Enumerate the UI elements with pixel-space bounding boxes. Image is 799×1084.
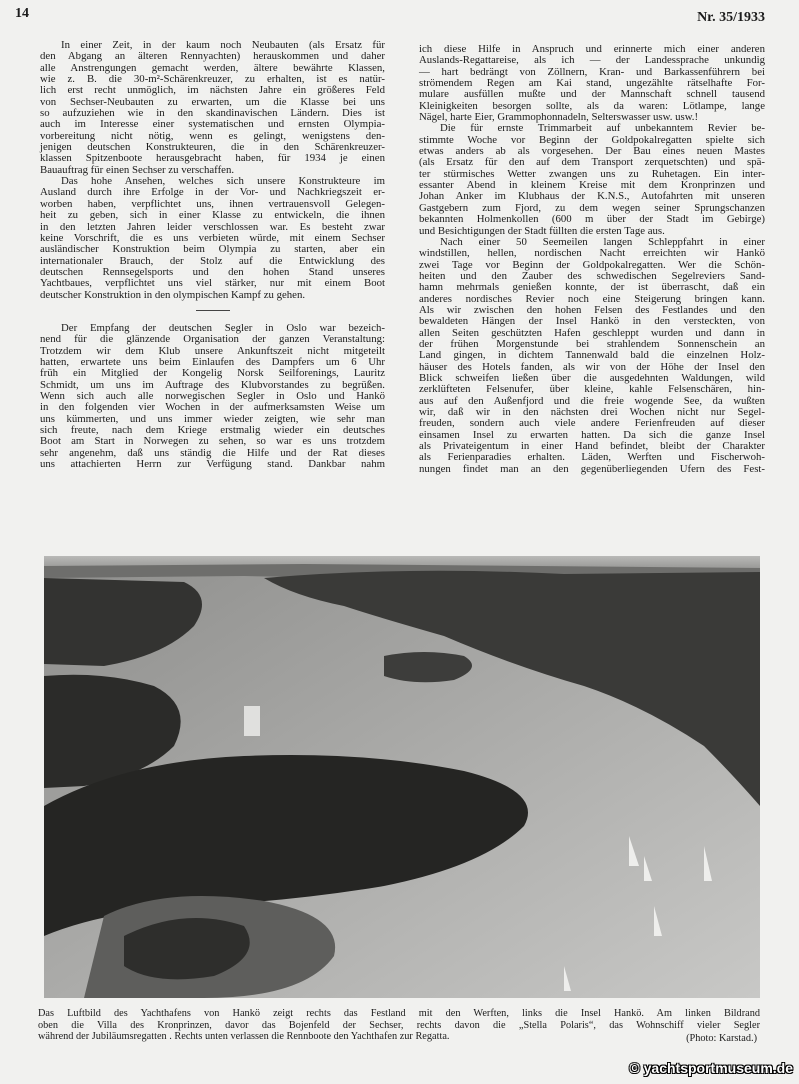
text-line: als Privateigentum in einer Hand befindet, bleibt der Charakter [419,440,765,453]
text-line: deutschen Rennsegelsports und den hohen Stand unseres [40,265,385,278]
text-line: Auslands-Regattareise, als ich — der Landessprache unkundig [419,54,765,67]
text-line: Land gingen, in dichtem Tannenwald bald die einzelnen Holz- [419,349,765,362]
text-line: uns attachierten Herrn zur Verfügung stand. Dankbar nahm [40,458,385,471]
text-line: Boot am Start in Norwegen zu sehen, so war es uns trotzdem [40,435,385,448]
page-number: 14 [15,6,29,21]
caption-line: Das Luftbild des Yachthafens von Hankö zeigt rechts das Festland mit den Werften, links die Insel Hankö. Am linken Bildrand [38,1008,760,1019]
photo-caption [38,1008,760,1043]
text-line: und Besichtigungen der Stadt füllten die ersten Tage aus. [419,224,665,237]
text-line: auch im Interesse einer systematischen und ernsten Olympia- [40,118,385,131]
harbor-photo-image [44,556,760,998]
text-line: Trotzdem wir dem Klub unsere Ankunftszeit nicht mitgeteilt [40,344,385,357]
left-column [40,40,385,470]
text-line: Wenn sich auch alle norwegischen Segler in Oslo und Hankö [40,389,385,402]
text-line: sich freute, nach dem Kriege erstmalig wieder ein deutsches [40,424,385,436]
text-line: ich diese Hilfe in Anspruch und erinnerte mich einer anderen [419,43,765,55]
text-line: lich erst recht unmöglich, im nächsten Jahre ein größeres Feld [40,84,385,97]
text-line: uns kümmerten, und uns immer wieder zeigten, wie sehr man [40,412,385,425]
text-line: zwei Tage vor Beginn der Goldpokalregatten. Wer die Schön- [419,258,765,271]
text-line: Bauauftrag für einen Sechser zu verschaffen. [40,163,235,176]
text-line: In einer Zeit, in der kaum noch Neubauten (als Ersatz für [61,39,385,51]
text-line: deutscher Konstruktion in den olympischen Kampf zu gehen. [40,288,306,301]
issue-number: Nr. 35/1933 [697,10,765,25]
text-line: einsamen Insel zu erwarten hatten. Da sich die ganze Insel [419,428,765,441]
text-line: häuser des Hotels fanden, als wir von der Höhe der Insel den [419,360,765,373]
paragraph [419,237,765,475]
paragraph [40,323,385,470]
paragraph [419,44,765,123]
text-line: vorbereitung nicht nötig, wenn es gelingt, wenigstens den- [40,129,385,142]
text-line: heit zu geben, sich in einer Klasse zu entwickeln, die ihnen [40,209,385,222]
text-line: den Abgang an älteren Rennyachten) herauskommen und daher [40,50,385,63]
text-line: hatten, erwartete uns beim Einlaufen des Dampfers um 6 Uhr [40,355,385,368]
photo-credit: (Photo: Karstad.) [686,1033,757,1044]
text-line: essanter Abend in kleinem Kreise mit dem Kronprinzen und [419,179,765,192]
text-line: freuden, sondern auch viele andere Ferienfreuden auf dieser [419,417,765,430]
text-line: in den letzten Jahren leider verschlossen war. Es besteht zwar [40,220,385,233]
text-line: früh ein Mitglied der Kongelig Norsk Seilforenings, Lauritz [40,367,385,380]
paragraph [40,176,385,301]
text-line: ter stürmisches Wetter zwangen uns zu Ruhetagen. Ein inter- [419,167,765,180]
text-line: (als Ersatz für den auf dem Transport zerquetschten) und spä- [419,156,765,169]
text-line: nungen findet man an den gegenüberliegenden Ufern des Fest- [419,462,765,475]
text-line: so aufzuziehen wie in den skandinavischen Ländern. Dies ist [40,107,385,120]
text-line: ausländischer Konstruktion beim Olympia zu starten, aber ein [40,243,385,256]
aerial-photo-hanko-harbor [44,556,760,998]
text-line: Johan Anker im Klubhaus der K.N.S., Autofahrten mit unseren [419,190,765,203]
text-line: Das hohe Ansehen, welches sich unsere Konstrukteure im [61,175,385,188]
text-line: — hart bedrängt von Zöllnern, Kran- und Barkassenführern bei [419,65,765,78]
text-line: mulare ausfüllen mußte und der Mannschaft schnell tausend [419,88,765,101]
text-line: Ausland durch ihre Erfolge in der Vor- und Nachkriegszeit er- [40,186,385,199]
text-line: Blick schweifen ließen über die ausgedehnten Waldungen, wild [419,371,765,384]
text-line: Yachtbaues, verpflichtet uns viel stärker, nur mit einem Boot [40,277,385,290]
text-line: Die für ernste Trimmarbeit auf unbekanntem Revier be- [440,122,765,135]
text-line: keine Vorschrift, die es uns verbieten würde, mit einem Sechser [40,231,385,244]
text-line: nend für die glänzende Organisation der ganzen Veranstaltung: [40,333,385,346]
text-line: anderes nordisches Revier noch eine Steigerung bringen kann. [419,292,765,305]
text-line: worben haben, verpflichtet uns, ihnen vertrauensvoll Gelegen- [40,197,385,210]
paragraph [40,40,385,176]
text-line: Schmidt, um uns im Auftrage des Klubvorstandes zu begrüßen. [40,378,385,391]
text-line: Kleinigkeiten besorgen sollte, als da waren: Lötlampe, lange [419,99,765,112]
text-line: allen Seiten geschützten Hafen geschleppt wurden und dann in [419,326,765,339]
text-line: in den folgenden vier Wochen in der aufmerksamsten Weise um [40,401,385,414]
text-line: hamn mehrmals genießen konnte, der ist überrascht, daß ein [419,281,765,294]
text-line: etwas anders ab als vorgesehen. Der Bau eines neuen Mastes [419,145,765,158]
text-line: wie z. B. die 30-m²-Schärenkreuzer, zu erhalten, ist es natür- [40,73,385,86]
steamship-stella-polaris [244,706,260,736]
text-line: wir, daß wir in den nächsten drei Wochen nicht nur Segel- [419,406,765,418]
text-line: bekannten Holmenkollen (600 m über der Stadt im Gebirge) [419,213,765,226]
text-line: alle Anstrengungen gemacht werden, ältere bewährte Klassen, [40,61,385,74]
text-line: aus auf den Außenfjord und die freie wogende See, da wußten [419,394,765,407]
caption-line: oben die Villa des Kronprinzen, davor das Bojenfeld der Sechser, rechts davon die „Stella Polaris“, das Wohnschiff vieler Segler [38,1019,760,1031]
text-line: von Sechser-Neubauten zu erwarten, um die Klasse bei uns [40,95,385,108]
text-line: Der Empfang der deutschen Segler in Oslo war bezeich- [61,321,385,334]
text-line: strömendem Regen am Kai stand, ungezählte rätselhafte For- [419,77,765,90]
text-line: jenigen deutschen Konstrukteuren, die in den Schärenkreuzer- [40,141,385,154]
text-line: Gastgebern zum Fjord, zu dem wegen seiner Sprungschanzen [419,201,765,214]
text-line: zerklüfteten Felsenufer, über kleine, kahle Felsenschären, hin- [419,383,765,396]
right-column [419,44,765,475]
text-line: Nägel, harte Eier, Grammophonnadeln, Selterswasser usw. usw.! [419,111,699,124]
text-line: heiten und den Zauber des schwedischen Segelreviers Sand- [419,269,765,282]
text-line: Als wir zwischen den hohen Felsen des Festlandes und den [419,303,765,316]
text-line: bewaldeten Hängen der Insel Hankö in den versteckten, von [419,315,765,328]
text-line: Nach einer 50 Seemeilen langen Schleppfahrt in einer [440,235,765,248]
text-line: internationaler Brauch, der Stolz auf die Entwicklung des [40,254,385,267]
text-line: der frühen Morgenstunde bei strahlendem Sonnenschein an [419,337,765,350]
paragraph [419,123,765,236]
caption-line: während der Jubiläumsregatten . Rechts unten verlassen die Rennboote den Yachthafen zur Regatta. [38,1031,450,1043]
text-line: stimmte Woche vor Beginn der Goldpokalregatten spielte sich [419,133,765,146]
watermark: © yachtsportmuseum.de [629,1060,793,1076]
text-line: sehr angenehm, daß uns ständig die Hilfe und der Rat dieses [40,446,385,459]
section-divider [196,310,230,311]
text-line: windstillen, hellen, nordischen Nacht erreichten wir Hankö [419,247,765,260]
text-line: klassen Spitzenboote herausgebracht haben, für 1934 je einen [40,152,385,165]
text-line: als Ferienparadies erhalten. Läden, Werften und Fischerwoh- [419,451,765,464]
